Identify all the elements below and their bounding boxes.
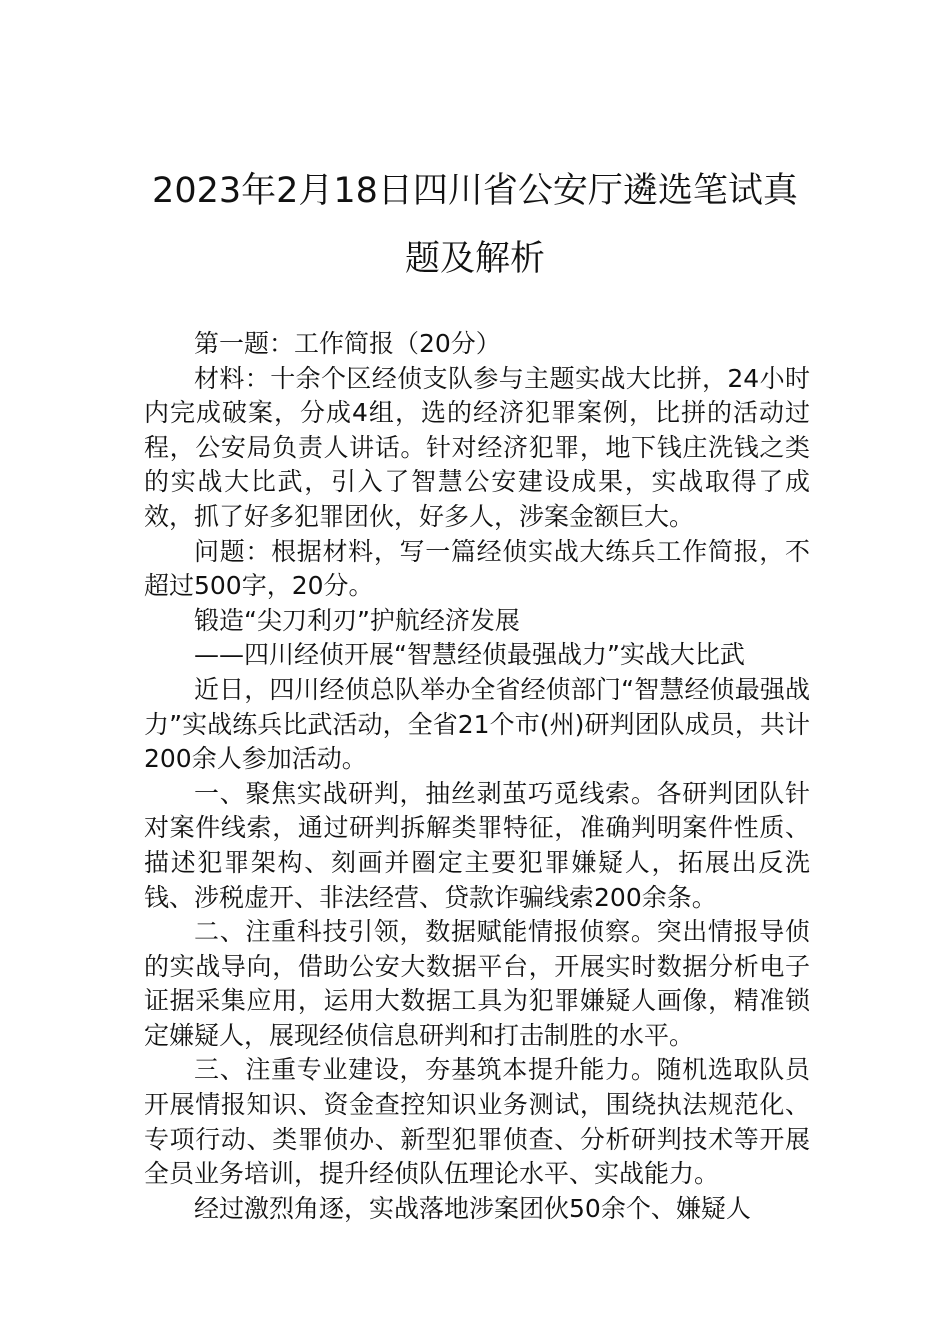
briefing-conclusion-paragraph: 经过激烈角逐，实战落地涉案团伙50余个、嫌疑人: [194, 1193, 751, 1223]
document-title-line-2: 题及解析: [404, 239, 545, 279]
question-heading: 第一题：工作简报（20分）: [194, 329, 501, 358]
briefing-point-2: 二、注重科技引领，数据赋能情报侦察。突出情报导侦的实战导向，借助公安大数据平台，开展实时数据分析电子证据采集应用，运用大数据工具为犯罪嫌疑人画像，精准锁定嫌疑人，展现经侦信息研判和打击制胜的水平。: [144, 917, 810, 1050]
material-paragraph: 材料：十余个区经侦支队参与主题实战大比拼，24小时内完成破案，分成4组，选的经济犯罪案例，比拼的活动过程，公安局负责人讲话。针对经济犯罪，地下钱庄洗钱之类的实战大比武，引入了智慧公安建设成果，实战取得了成效，抓了好多犯罪团伙，好多人，涉案金额巨大。: [144, 363, 810, 531]
document-title-line-1: 2023年2月18日四川省公安厅遴选笔试真: [152, 171, 798, 211]
briefing-point-1: 一、聚焦实战研判，抽丝剥茧巧觅线索。各研判团队针对案件线索，通过研判拆解类罪特征，准确判明案件性质、描述犯罪架构、刻画并圈定主要犯罪嫌疑人，拓展出反洗钱、涉税虚开、非法经营、贷款诈骗线索200余条。: [144, 778, 810, 912]
document-body: [144, 327, 810, 1226]
briefing-point-3: 三、注重专业建设，夯基筑本提升能力。随机选取队员开展情报知识、资金查控知识业务测试，围绕执法规范化、专项行动、类罪侦办、新型犯罪侦查、分析研判技术等开展全员业务培训，提升经侦队伍理论水平、实战能力。: [144, 1055, 810, 1189]
question-paragraph: 问题：根据材料，写一篇经侦实战大练兵工作简报，不超过500字，20分。: [144, 536, 810, 601]
briefing-subtitle: ——四川经侦开展“智慧经侦最强战力”实战大比武: [194, 640, 745, 670]
briefing-title: 锻造“尖刀利刃”护航经济发展: [194, 605, 520, 635]
briefing-intro-paragraph: 近日，四川经侦总队举办全省经侦部门“智慧经侦最强战力”实战练兵比武活动，全省21个市(州)研判团队成员，共计200余人参加活动。: [144, 674, 810, 774]
